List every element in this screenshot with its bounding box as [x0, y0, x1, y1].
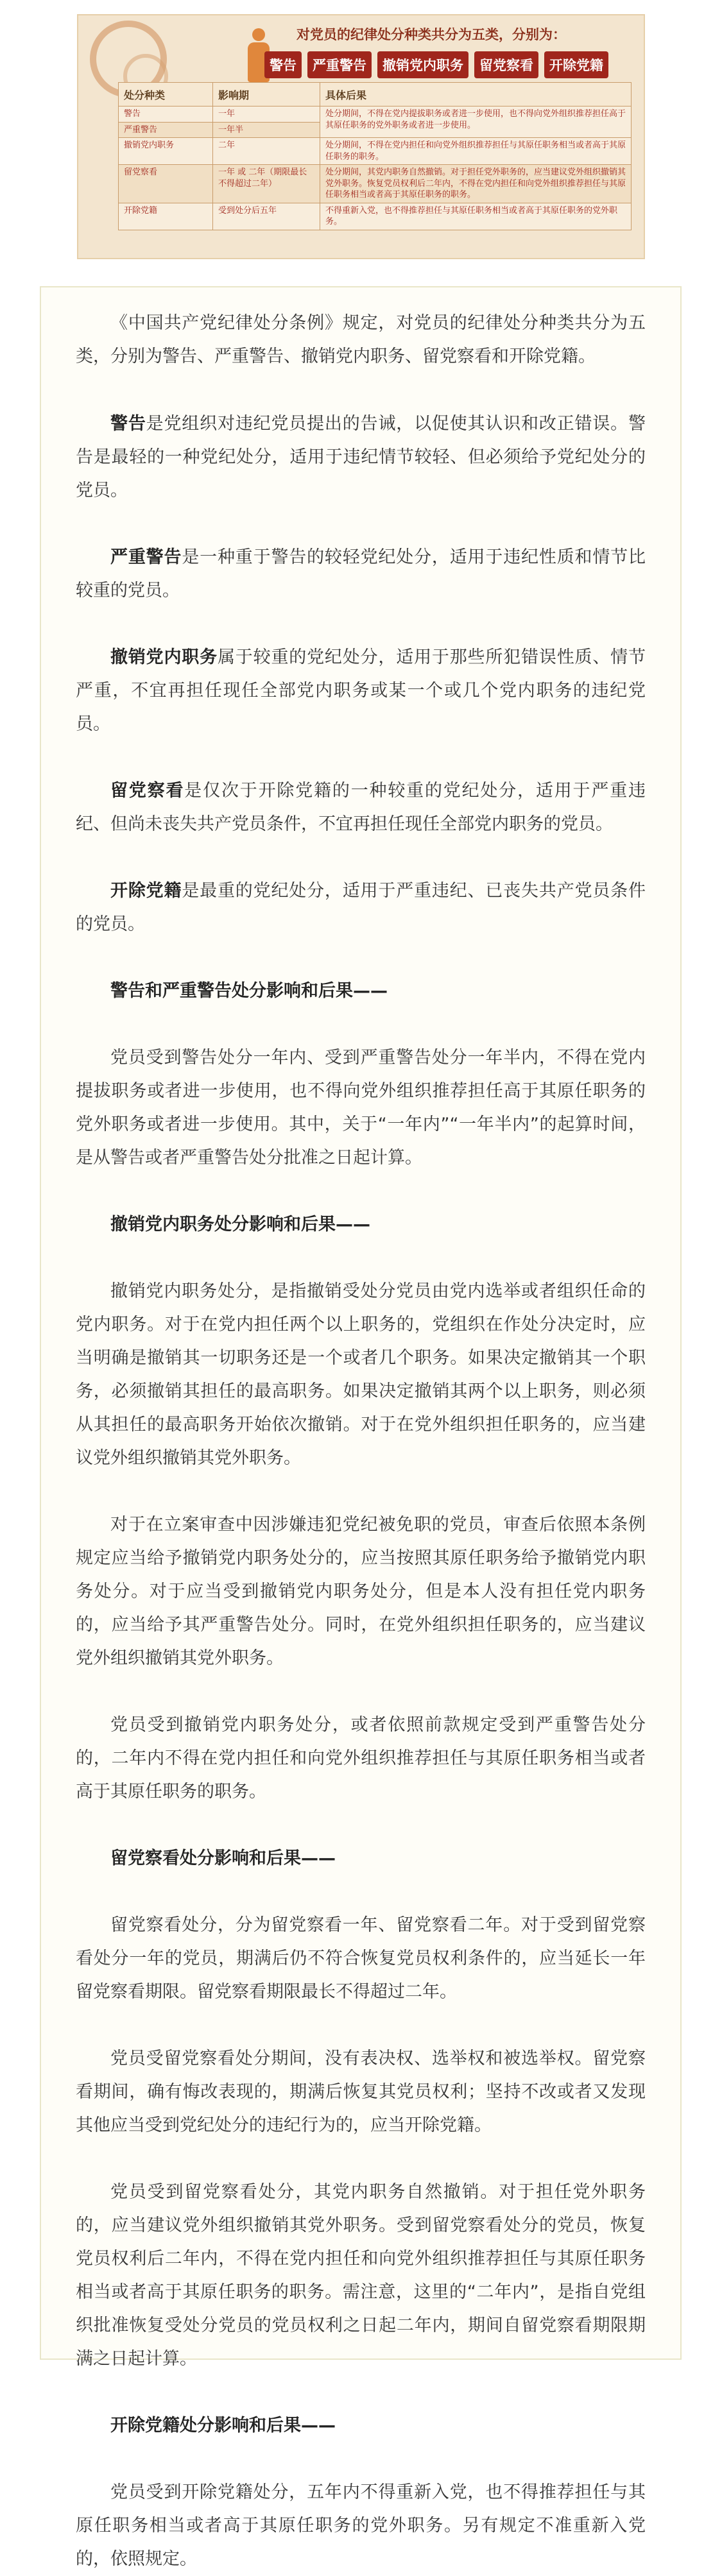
cell-kind: 警告 — [119, 107, 213, 123]
paragraph-text: 属于较重的党纪处分，适用于那些所犯错误性质、情节严重，不宜再担任现任全部党内职务或某一个或几个党内职务的违纪党员。 — [76, 647, 646, 734]
section-heading-warning: 警告和严重警告处分影响和后果—— — [110, 981, 388, 1001]
tag-revoke-post: 撤销党内职务 — [377, 51, 468, 78]
cell-period: 受到处分后五年 — [213, 203, 320, 230]
cell-kind: 开除党籍 — [119, 203, 213, 230]
discipline-infographic — [77, 14, 645, 259]
paragraph-probation-effects-2: 党员受留党察看处分期间，没有表决权、选举权和被选举权。留党察看期间，确有悔改表现的，期满后恢复其党员权利；坚持不改或者又发现其他应当受到党纪处分的违纪行为的，应当开除党籍。 — [76, 2049, 646, 2135]
lead-term: 警告 — [110, 414, 146, 434]
table-row — [119, 203, 632, 230]
paragraph-text: 是仅次于开除党籍的一种较重的党纪处分，适用于严重违纪、但尚未丧失共产党员条件，不宜再担任现任全部党内职务的党员。 — [76, 781, 646, 834]
table-header-row — [119, 83, 632, 107]
paragraph-intro: 《中国共产党纪律处分条例》规定，对党员的纪律处分种类共分为五类，分别为警告、严重警告、撤销党内职务、留党察看和开除党籍。 — [76, 313, 646, 366]
lead-term: 严重警告 — [110, 547, 182, 567]
paragraph-serious-warning — [76, 541, 646, 608]
paragraph-warning — [76, 407, 646, 508]
punishment-table — [118, 82, 632, 230]
table-row — [119, 107, 632, 123]
cell-kind: 撤销党内职务 — [119, 138, 213, 165]
infographic-title: 对党员的纪律处分种类共分为五类，分别为： — [297, 26, 566, 42]
paragraph-warning-effects: 党员受到警告处分一年内、受到严重警告处分一年半内，不得在党内提拔职务或者进一步使用，也不得向党外组织推荐担任高于其原任职务的党外职务或者进一步使用。其中，关于“一年内”“一年半内”的起算时间，是从警告或者严重警告处分批准之日起计算。 — [76, 1048, 646, 1168]
header-consequence: 具体后果 — [320, 83, 632, 107]
cell-consequence: 处分期间，不得在党内提拔职务或者进一步使用，也不得向党外组织推荐担任高于其原任职务的党外职务或者进一步使用。 — [320, 107, 632, 138]
paragraph-text: 是最重的党纪处分，适用于严重违纪、已丧失共产党员条件的党员。 — [76, 881, 646, 934]
header-kind: 处分种类 — [119, 83, 213, 107]
tag-expulsion: 开除党籍 — [544, 51, 608, 78]
paragraph-probation — [76, 774, 646, 841]
cell-period: 一年 — [213, 107, 320, 123]
cell-kind: 留党察看 — [119, 165, 213, 203]
cell-period: 一年半 — [213, 122, 320, 138]
paragraph-revoke-effects-3: 党员受到撤销党内职务处分，或者依照前款规定受到严重警告处分的，二年内不得在党内担任和向党外组织推荐担任与其原任职务相当或者高于其原任职务的职务。 — [76, 1715, 646, 1802]
paragraph-text: 是一种重于警告的较轻党纪处分，适用于违纪性质和情节比较重的党员。 — [76, 547, 646, 601]
cell-consequence: 不得重新入党，也不得推荐担任与其原任职务相当或者高于其原任职务的党外职务。 — [320, 203, 632, 230]
article-body — [40, 286, 682, 2569]
section-heading-probation: 留党察看处分影响和后果—— — [110, 1848, 336, 1868]
table-row — [119, 138, 632, 165]
section-heading-expulsion: 开除党籍处分影响和后果—— — [110, 2416, 336, 2435]
header-period: 影响期 — [213, 83, 320, 107]
paragraph-revoke-effects-1: 撤销党内职务处分，是指撤销受处分党员由党内选举或者组织任命的党内职务。对于在党内担任两个以上职务的，党组织在作处分决定时，应当明确是撤销其一切职务还是一个或者几个职务。如果决定撤销其一个职务，必须撤销其担任的最高职务。如果决定撤销其两个以上职务，则必须从其担任的最高职务开始依次撤销。对于在党外组织担任职务的，应当建议党外组织撤销其党外职务。 — [76, 1281, 646, 1468]
cell-consequence: 处分期间，其党内职务自然撤销。对于担任党外职务的，应当建议党外组织撤销其党外职务。恢复党员权利后二年内，不得在党内担任和向党外组织推荐担任与其原任职务相当或者高于其原任职务的职务。 — [320, 165, 632, 203]
paragraph-probation-effects-3: 党员受到留党察看处分，其党内职务自然撤销。对于担任党外职务的，应当建议党外组织撤销其党外职务。受到留党察看处分的党员，恢复党员权利后二年内，不得在党内担任和向党外组织推荐担任与其原任职务相当或者高于其原任职务的职务。需注意，这里的“二年内”，是指自党组织批准恢复受处分党员的党员权利之日起二年内，期间自留党察看期限期满之日起计算。 — [76, 2182, 646, 2369]
table-row — [119, 165, 632, 203]
paragraph-revoke-effects-2: 对于在立案审查中因涉嫌违犯党纪被免职的党员，审查后依照本条例规定应当给予撤销党内职务处分的，应当按照其原任职务给予撤销党内职务处分。对于应当受到撤销党内职务处分，但是本人没有担任党内职务的，应当给予其严重警告处分。同时，在党外组织担任职务的，应当建议党外组织撤销其党外职务。 — [76, 1515, 646, 1668]
paragraph-text: 是党组织对违纪党员提出的告诫，以促使其认识和改正错误。警告是最轻的一种党纪处分，适用于违纪情节较轻、但必须给予党纪处分的党员。 — [76, 414, 646, 500]
cell-consequence: 处分期间，不得在党内担任和向党外组织推荐担任与其原任职务相当或者高于其原任职务的职务。 — [320, 138, 632, 165]
cell-kind: 严重警告 — [119, 122, 213, 138]
paragraph-expulsion-effects: 党员受到开除党籍处分，五年内不得重新入党，也不得推荐担任与其原任职务相当或者高于其原任职务的党外职务。另有规定不准重新入党的，依照规定。 — [76, 2482, 646, 2569]
paragraph-expulsion — [76, 874, 646, 941]
section-heading-revoke-post: 撤销党内职务处分影响和后果—— — [110, 1215, 370, 1234]
tag-probation: 留党察看 — [474, 51, 538, 78]
lead-term: 留党察看 — [110, 781, 185, 801]
tag-warning: 警告 — [264, 51, 302, 78]
cell-period: 二年 — [213, 138, 320, 165]
tag-serious-warning: 严重警告 — [307, 51, 372, 78]
lead-term: 开除党籍 — [110, 881, 182, 901]
lead-term: 撤销党内职务 — [110, 647, 218, 667]
category-tags — [264, 51, 608, 78]
paragraph-probation-effects-1: 留党察看处分，分为留党察看一年、留党察看二年。对于受到留党察看处分一年的党员，期满后仍不符合恢复党员权利条件的，应当延长一年留党察看期限。留党察看期限最长不得超过二年。 — [76, 1915, 646, 2002]
paragraph-revoke-post — [76, 641, 646, 741]
cell-period: 一年 或 二年（期限最长不得超过二年） — [213, 165, 320, 203]
